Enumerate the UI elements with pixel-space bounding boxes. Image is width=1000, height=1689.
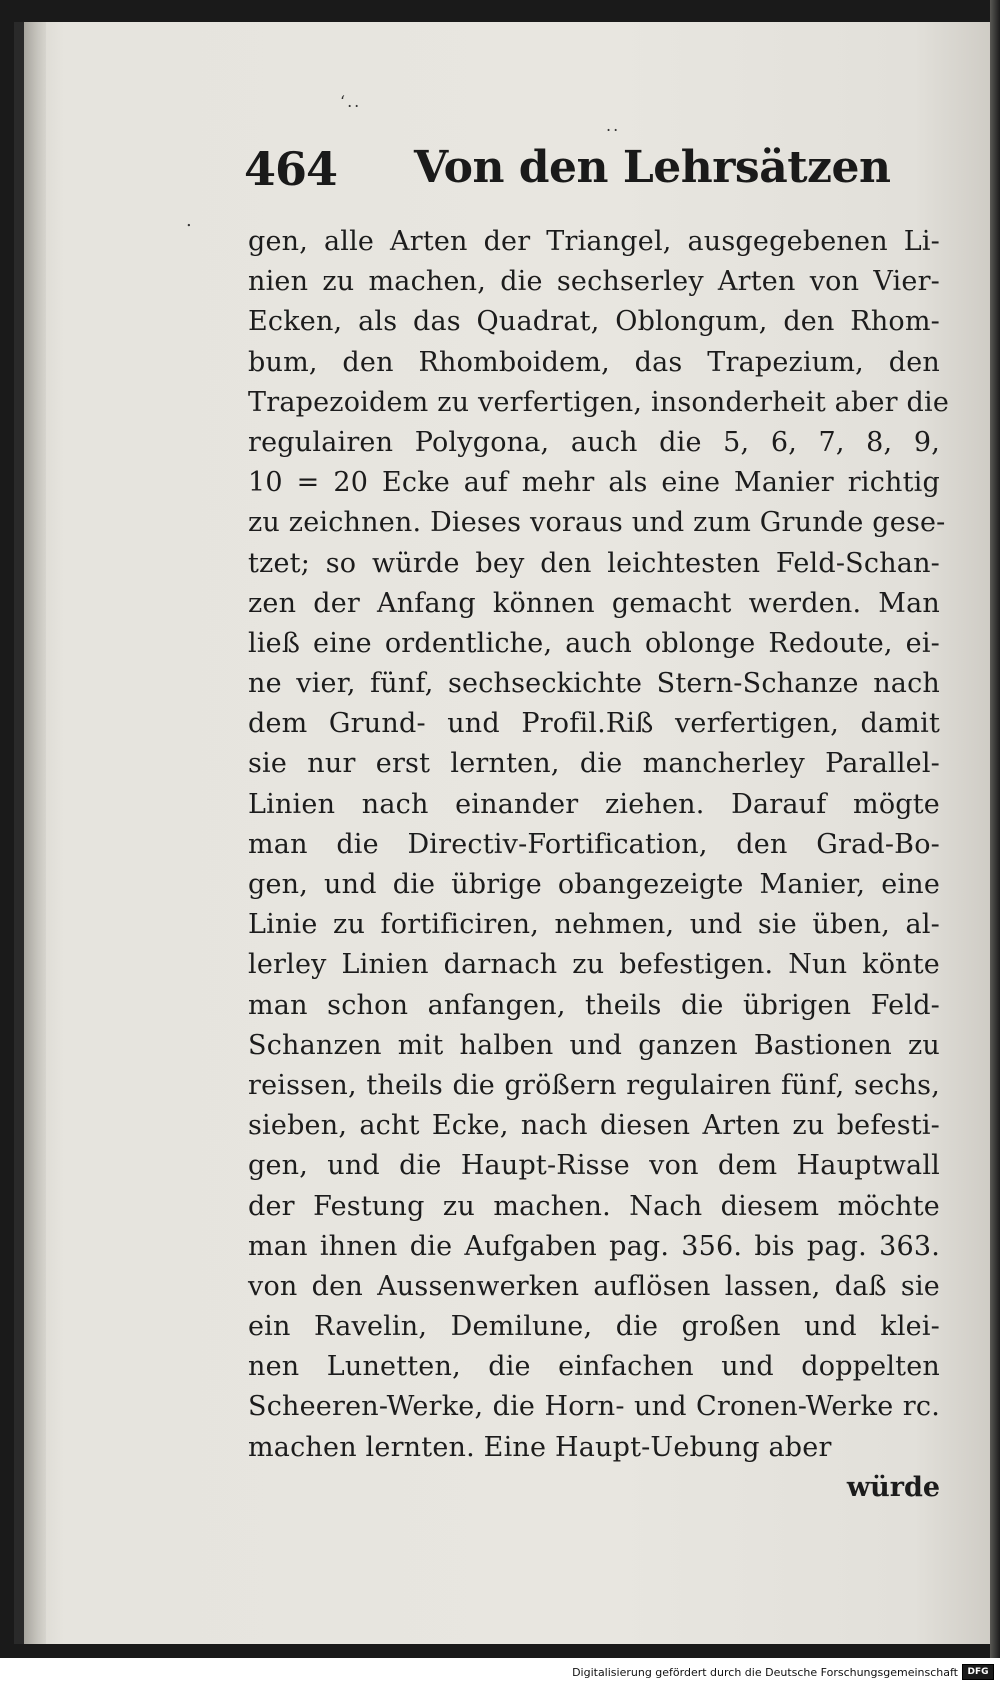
text-line: man ihnen die Aufgaben pag. 356. bis pag. 363. <box>248 1230 940 1262</box>
text-line: sie nur erst lernten, die mancherley Parallel- <box>248 748 940 780</box>
text-line: ließ eine ordentliche, auch oblonge Redoute, ei- <box>248 627 940 659</box>
text-line: ein Ravelin, Demilune, die großen und klei- <box>248 1311 940 1343</box>
text-line: gen, und die Haupt-Risse von dem Hauptwall <box>248 1150 940 1182</box>
running-head: Von den Lehrsätzen <box>414 142 891 193</box>
text-line: Trapezoidem zu verfertigen, insonderheit aber die <box>248 386 950 418</box>
text-line: Ecken, als das Quadrat, Oblongum, den Rhom- <box>248 306 940 338</box>
text-body <box>248 222 950 1508</box>
text-line: lerley Linien darnach zu befestigen. Nun könte <box>248 949 940 981</box>
page-mark: .. <box>606 116 621 135</box>
text-line: tzet; so würde bey den leichtesten Feld-Schan- <box>248 547 940 579</box>
text-line: ne vier, fünf, sechseckichte Stern-Schanze nach <box>248 668 940 700</box>
page-mark: ‘.. <box>340 92 362 111</box>
digitization-credit: Digitalisierung gefördert durch die Deutsche Forschungsgemeinschaft <box>572 1666 958 1679</box>
page-gutter <box>24 22 46 1644</box>
text-line: dem Grund- und Profil.Riß verfertigen, damit <box>248 708 940 740</box>
text-line: nen Lunetten, die einfachen und doppelten <box>248 1351 940 1383</box>
text-line: 10 = 20 Ecke auf mehr als eine Manier richtig <box>248 467 940 499</box>
text-line: Linien nach einander ziehen. Darauf mögte <box>248 788 940 820</box>
text-line: gen, alle Arten der Triangel, ausgegebenen Li- <box>248 226 940 257</box>
text-line: Schanzen mit halben und ganzen Bastionen zu <box>248 1029 940 1061</box>
page-header <box>244 142 944 202</box>
catchword: würde <box>846 1471 940 1503</box>
text-line: man schon anfangen, theils die übrigen Feld- <box>248 989 940 1021</box>
text-line: Scheeren-Werke, die Horn- und Cronen-Werke rc. <box>248 1391 940 1423</box>
text-line: man die Directiv-Fortification, den Grad-Bo- <box>248 828 940 860</box>
text-line: Linie zu fortificiren, nehmen, und sie üben, al- <box>248 909 940 941</box>
dfg-logo: DFG <box>962 1664 994 1680</box>
page-mark: . <box>186 210 192 231</box>
text-line: machen lernten. Eine Haupt-Uebung aber <box>248 1431 832 1463</box>
page-number: 464 <box>244 142 338 196</box>
text-line: sieben, acht Ecke, nach diesen Arten zu befesti- <box>248 1110 940 1142</box>
text-line: bum, den Rhomboidem, das Trapezium, den <box>248 346 940 378</box>
page-edge <box>990 0 1000 1658</box>
text-line: gen, und die übrige obangezeigte Manier, eine <box>248 869 940 900</box>
text-line: zen der Anfang können gemacht werden. Man <box>248 587 940 619</box>
text-line: reissen, theils die größern regulairen fünf, sechs, <box>248 1069 940 1101</box>
text-line: regulairen Polygona, auch die 5, 6, 7, 8, 9, <box>248 426 940 458</box>
text-line: von den Aussenwerken auflösen lassen, daß sie <box>248 1270 940 1302</box>
text-line: der Festung zu machen. Nach diesem möchte <box>248 1190 940 1222</box>
text-line: nien zu machen, die sechserley Arten von Vier- <box>248 266 940 298</box>
text-line: zu zeichnen. Dieses voraus und zum Grunde gese- <box>248 507 946 539</box>
